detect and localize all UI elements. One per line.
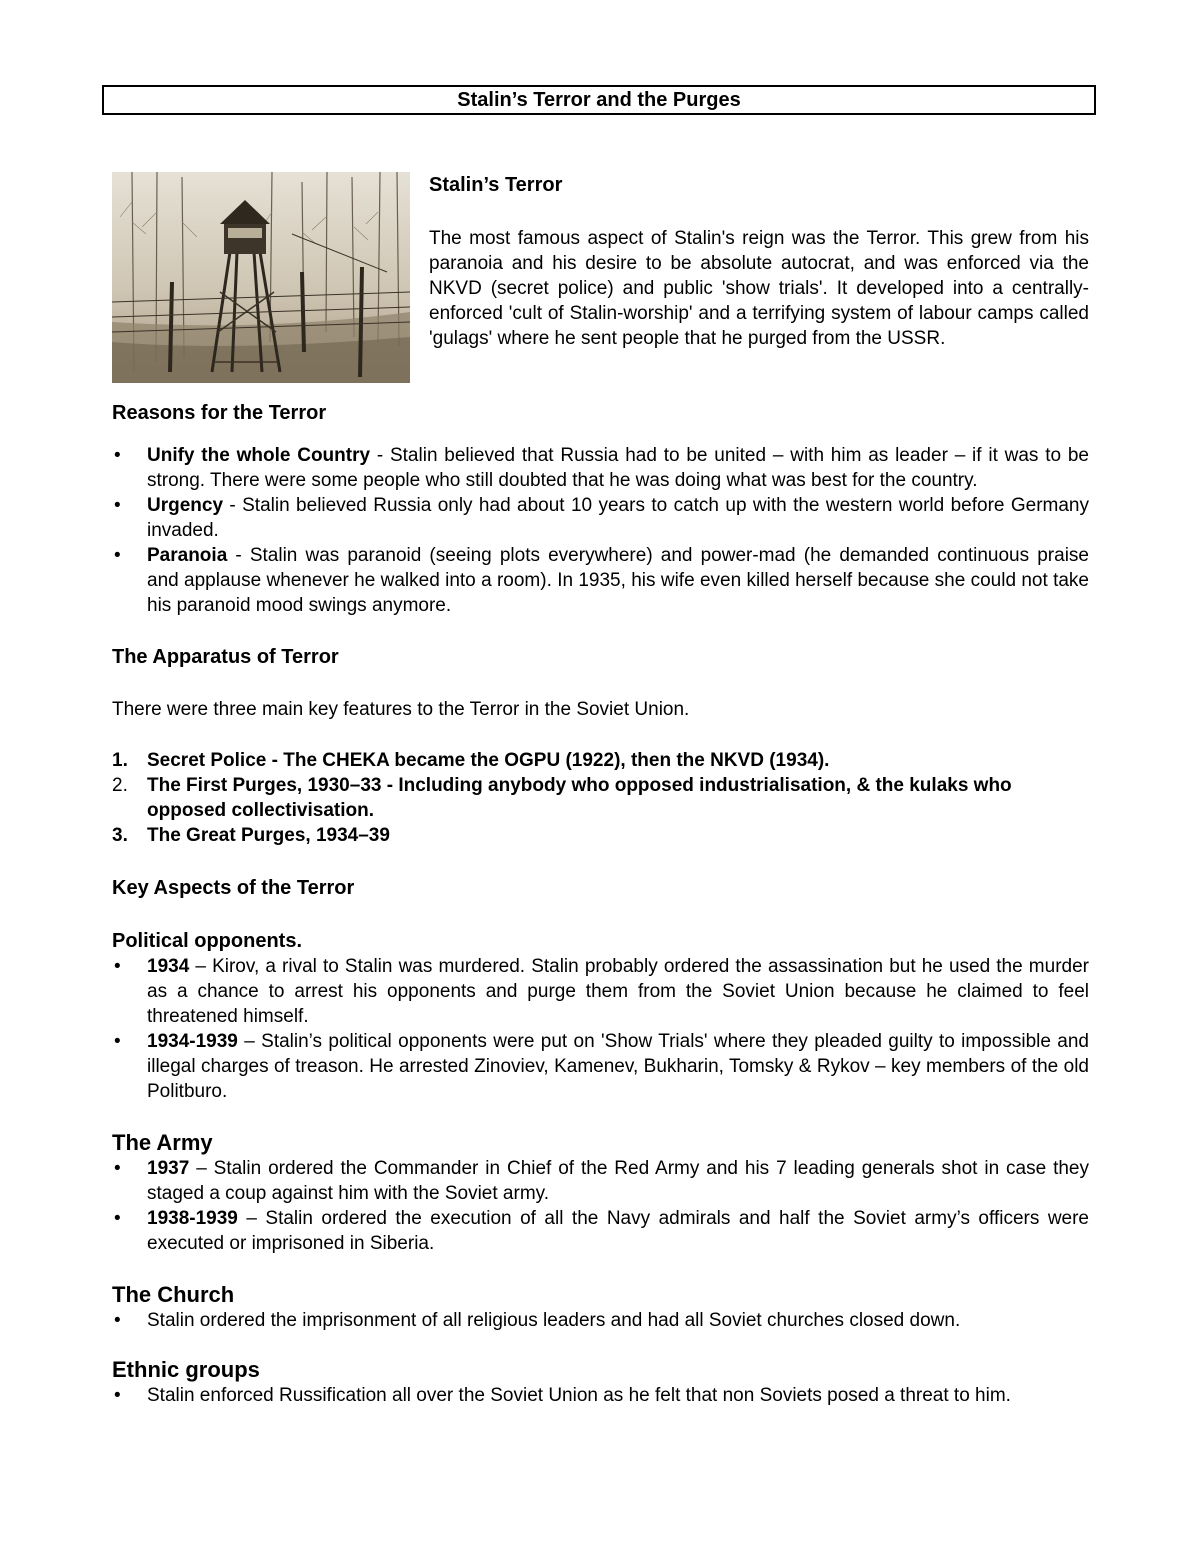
- reasons-heading: Reasons for the Terror: [112, 402, 327, 424]
- list-item-text: The First Purges, 1930–33 - Including anybody who opposed industrialisation, & the kulaks who opposed collectivisation.: [147, 775, 1012, 821]
- list-item: [112, 1308, 1089, 1333]
- list-item: [112, 1029, 1089, 1104]
- list-number: 2.: [112, 775, 128, 796]
- army-heading: The Army: [112, 1130, 213, 1155]
- political-list: [112, 954, 1089, 1104]
- list-item-text: - Stalin was paranoid (seeing plots everywhere) and power-mad (he demanded continuous praise and applause whenever he walked into a room). In 1935, his wife even killed herself because she could not take his paranoid mood swings anymore.: [147, 545, 1089, 616]
- list-item-term: Paranoia: [147, 545, 228, 566]
- key-aspects-heading: Key Aspects of the Terror: [112, 877, 355, 899]
- intro-heading: Stalin’s Terror: [429, 174, 563, 196]
- list-item-text: Stalin ordered the imprisonment of all religious leaders and had all Soviet churches closed down.: [147, 1310, 961, 1331]
- ethnic-list: [112, 1383, 1089, 1408]
- list-item: [112, 823, 1089, 848]
- list-number: 1.: [112, 750, 128, 771]
- list-item: [112, 493, 1089, 543]
- army-list: [112, 1156, 1089, 1256]
- page-title: Stalin’s Terror and the Purges: [102, 85, 1096, 115]
- list-number: 3.: [112, 825, 128, 846]
- intro-text: The most famous aspect of Stalin's reign was the Terror. This grew from his paranoia and his desire to be absolute autocrat, and was enforced via the NKVD (secret police) and public 'show trials'. It developed into a centrally-enforced 'cult of Stalin-worship' and a terrifying system of labour camps called 'gulags' where he sent people that he purged from the USSR.: [429, 228, 1089, 349]
- list-item: [112, 748, 1089, 773]
- list-item-text: Secret Police - The CHEKA became the OGPU (1922), then the NKVD (1934).: [147, 750, 830, 771]
- church-list: [112, 1308, 1089, 1333]
- list-item: [112, 443, 1089, 493]
- list-item: [112, 1206, 1089, 1256]
- main-content: [112, 400, 1089, 1408]
- list-item-term: Unify the whole Country: [147, 445, 371, 466]
- list-item: [112, 773, 1089, 823]
- list-item-term: 1934-1939: [147, 1031, 238, 1052]
- list-item: [112, 1156, 1089, 1206]
- list-item-term: 1934: [147, 956, 190, 977]
- apparatus-intro: There were three main key features to the Terror in the Soviet Union.: [112, 699, 690, 720]
- list-item-text: - Stalin believed Russia only had about 10 years to catch up with the western world before Germany invaded.: [147, 495, 1089, 541]
- list-item-text: – Stalin’s political opponents were put on 'Show Trials' where they pleaded guilty to impossible and illegal charges of treason. He arrested Zinoviev, Kamenev, Bukharin, Tomsky & Rykov – key members of the old Politburo.: [147, 1031, 1089, 1102]
- apparatus-heading: The Apparatus of Terror: [112, 646, 339, 668]
- list-item-text: The Great Purges, 1934–39: [147, 825, 390, 846]
- list-item: [112, 1383, 1089, 1408]
- list-item-term: 1937: [147, 1158, 190, 1179]
- list-item-text: – Kirov, a rival to Stalin was murdered. Stalin probably ordered the assassination but he used the murder as a chance to arrest his opponents and purge them from the Soviet Union because he claimed to feel threatened himself.: [147, 956, 1089, 1027]
- list-item-text: Stalin enforced Russification all over the Soviet Union as he felt that non Soviets posed a threat to him.: [147, 1385, 1011, 1406]
- list-item-text: – Stalin ordered the execution of all the Navy admirals and half the Soviet army’s officers were executed or imprisoned in Siberia.: [147, 1208, 1089, 1254]
- list-item: [112, 954, 1089, 1029]
- intro-section: [429, 173, 1089, 351]
- list-item-text: – Stalin ordered the Commander in Chief of the Red Army and his 7 leading generals shot in case they staged a coup against him with the Soviet army.: [147, 1158, 1089, 1204]
- list-item-text: - Stalin believed that Russia had to be united – with him as leader – if it was to be strong. There were some people who still doubted that he was doing what was best for the country.: [147, 445, 1089, 491]
- church-heading: The Church: [112, 1282, 235, 1307]
- list-item-term: Urgency: [147, 495, 224, 516]
- list-item: [112, 543, 1089, 618]
- ethnic-heading: Ethnic groups: [112, 1357, 260, 1382]
- list-item-term: 1938-1939: [147, 1208, 238, 1229]
- watchtower-photo: [112, 172, 410, 383]
- reasons-list: [112, 443, 1089, 618]
- watchtower-photo-image: [112, 172, 410, 383]
- political-heading: Political opponents.: [112, 930, 303, 952]
- apparatus-list: [112, 748, 1089, 848]
